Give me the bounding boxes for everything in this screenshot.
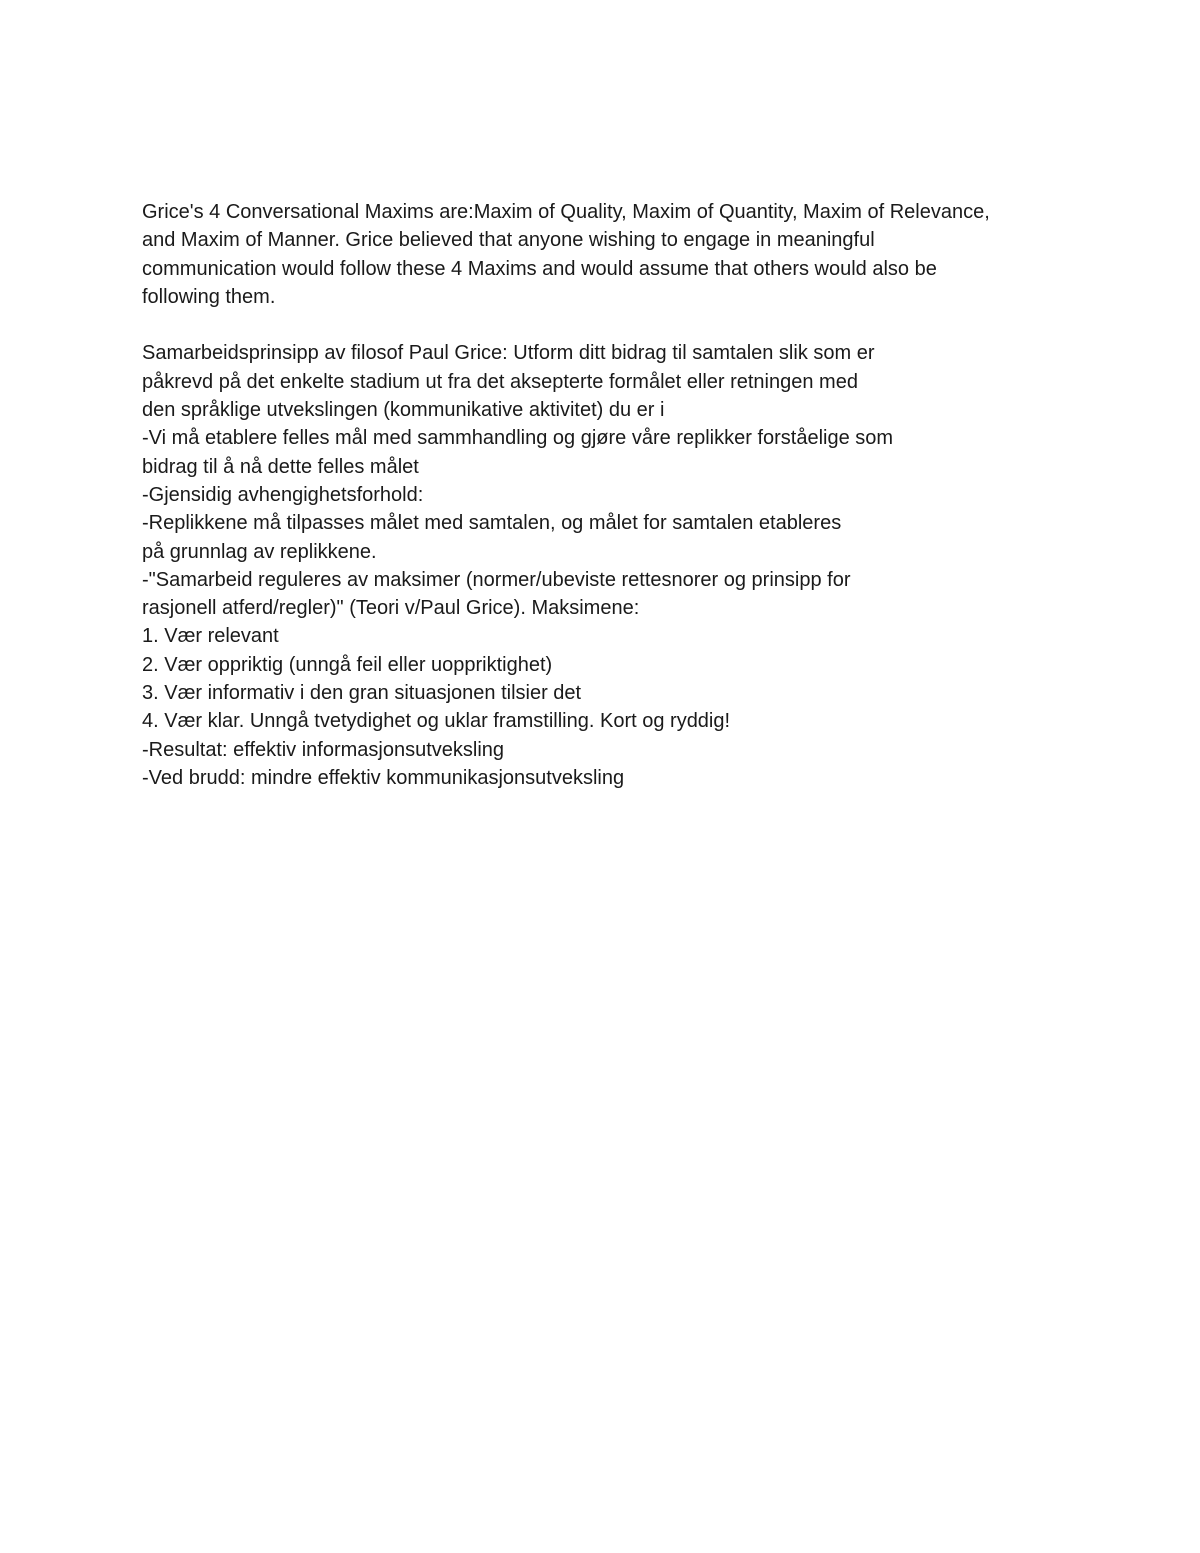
paragraph-spacer: [142, 311, 1072, 339]
text-line: på grunnlag av replikkene.: [142, 540, 377, 563]
text-line: -"Samarbeid reguleres av maksimer (normer/ubeviste rettesnorer og prinsipp for: [142, 568, 851, 591]
list-item: 2. Vær oppriktig (unngå feil eller uoppriktighet): [142, 653, 553, 676]
list-item: 4. Vær klar. Unngå tvetydighet og uklar framstilling. Kort og ryddig!: [142, 710, 731, 733]
list-item: 3. Vær informativ i den gran situasjonen tilsier det: [142, 682, 582, 705]
text-line: communication would follow these 4 Maxims and would assume that others would also be: [142, 257, 937, 280]
text-line: den språklige utvekslingen (kommunikative aktivitet) du er i: [142, 399, 665, 422]
list-item: 1. Vær relevant: [142, 625, 279, 648]
text-line: bidrag til å nå dette felles målet: [142, 455, 419, 478]
text-line: rasjonell atferd/regler)" (Teori v/Paul Grice). Maksimene:: [142, 597, 640, 620]
text-line: -Replikkene må tilpasses målet med samtalen, og målet for samtalen etableres: [142, 512, 842, 535]
document-body: [142, 198, 1072, 792]
text-line: påkrevd på det enkelte stadium ut fra det aksepterte formålet eller retningen med: [142, 370, 858, 393]
text-line: Samarbeidsprinsipp av filosof Paul Grice: Utform ditt bidrag til samtalen slik som er: [142, 342, 875, 365]
text-line: following them.: [142, 285, 276, 308]
paragraph-samarbeidsprinsipp: [142, 339, 1072, 792]
text-line: -Gjensidig avhengighetsforhold:: [142, 483, 424, 506]
paragraph-grice-maxims: [142, 198, 1072, 311]
text-line: -Ved brudd: mindre effektiv kommunikasjonsutveksling: [142, 766, 625, 789]
text-line: Grice's 4 Conversational Maxims are:Maxim of Quality, Maxim of Quantity, Maxim of Relevance,: [142, 201, 990, 223]
text-line: -Vi må etablere felles mål med sammhandling og gjøre våre replikker forståelige som: [142, 427, 894, 450]
text-line: -Resultat: effektiv informasjonsutveksling: [142, 738, 505, 761]
text-line: and Maxim of Manner. Grice believed that anyone wishing to engage in meaningful: [142, 229, 875, 252]
